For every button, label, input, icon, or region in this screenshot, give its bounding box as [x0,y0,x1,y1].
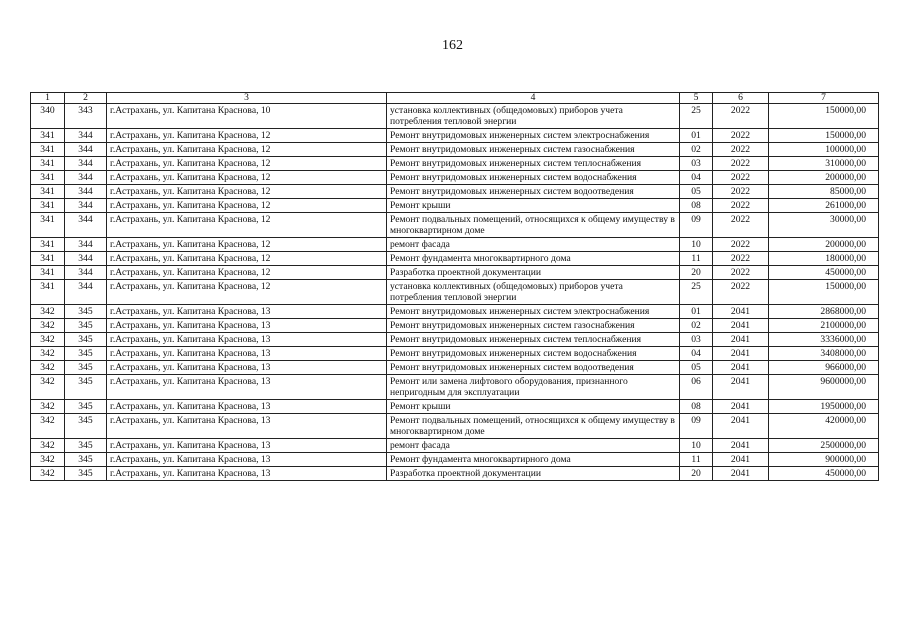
object-number-cell: 345 [65,305,107,319]
row-number-cell: 342 [31,400,65,414]
address-cell: г.Астрахань, ул. Капитана Краснова, 13 [107,361,387,375]
address-cell: г.Астрахань, ул. Капитана Краснова, 13 [107,347,387,361]
work-code-cell: 20 [680,266,713,280]
column-header: 5 [680,93,713,104]
object-number-cell: 344 [65,185,107,199]
object-number-cell: 344 [65,171,107,185]
address-cell: г.Астрахань, ул. Капитана Краснова, 12 [107,266,387,280]
cost-cell: 420000,00 [769,414,879,439]
row-number-cell: 342 [31,333,65,347]
cost-cell: 261000,00 [769,199,879,213]
work-type-cell: Ремонт внутридомовых инженерных систем водоснабжения [387,171,680,185]
year-cell: 2041 [713,439,769,453]
table-row [31,414,879,439]
row-number-cell: 341 [31,171,65,185]
work-type-cell: Ремонт внутридомовых инженерных систем водоотведения [387,185,680,199]
cost-cell: 85000,00 [769,185,879,199]
cost-cell: 3336000,00 [769,333,879,347]
row-number-cell: 341 [31,199,65,213]
table-row [31,400,879,414]
object-number-cell: 345 [65,467,107,481]
column-header: 6 [713,93,769,104]
table-row [31,157,879,171]
year-cell: 2041 [713,414,769,439]
address-cell: г.Астрахань, ул. Капитана Краснова, 13 [107,439,387,453]
year-cell: 2022 [713,143,769,157]
work-type-cell: Ремонт или замена лифтового оборудования, признанного непригодным для эксплуатации [387,375,680,400]
cost-cell: 1950000,00 [769,400,879,414]
year-cell: 2022 [713,171,769,185]
work-code-cell: 20 [680,467,713,481]
row-number-cell: 341 [31,213,65,238]
work-code-cell: 09 [680,414,713,439]
year-cell: 2022 [713,185,769,199]
work-type-cell: Ремонт внутридомовых инженерных систем теплоснабжения [387,333,680,347]
year-cell: 2041 [713,400,769,414]
work-type-cell: Ремонт внутридомовых инженерных систем газоснабжения [387,319,680,333]
object-number-cell: 344 [65,157,107,171]
row-number-cell: 342 [31,453,65,467]
year-cell: 2041 [713,375,769,400]
work-code-cell: 03 [680,333,713,347]
cost-cell: 310000,00 [769,157,879,171]
address-cell: г.Астрахань, ул. Капитана Краснова, 13 [107,305,387,319]
table-row [31,238,879,252]
year-cell: 2022 [713,252,769,266]
object-number-cell: 345 [65,333,107,347]
row-number-cell: 341 [31,129,65,143]
address-cell: г.Астрахань, ул. Капитана Краснова, 13 [107,414,387,439]
work-code-cell: 05 [680,361,713,375]
table-row [31,347,879,361]
work-type-cell: Ремонт внутридомовых инженерных систем электроснабжения [387,129,680,143]
work-type-cell: ремонт фасада [387,439,680,453]
cost-cell: 2868000,00 [769,305,879,319]
row-number-cell: 341 [31,266,65,280]
year-cell: 2041 [713,467,769,481]
work-type-cell: Ремонт фундамента многоквартирного дома [387,252,680,266]
cost-cell: 30000,00 [769,213,879,238]
work-type-cell: Ремонт внутридомовых инженерных систем теплоснабжения [387,157,680,171]
cost-cell: 9600000,00 [769,375,879,400]
object-number-cell: 345 [65,400,107,414]
year-cell: 2022 [713,280,769,305]
work-type-cell: установка коллективных (общедомовых) приборов учета потребления тепловой энергии [387,280,680,305]
work-type-cell: установка коллективных (общедомовых) приборов учета потребления тепловой энергии [387,104,680,129]
table-row [31,266,879,280]
row-number-cell: 342 [31,467,65,481]
work-code-cell: 01 [680,129,713,143]
address-cell: г.Астрахань, ул. Капитана Краснова, 13 [107,333,387,347]
object-number-cell: 345 [65,414,107,439]
row-number-cell: 340 [31,104,65,129]
work-type-cell: Ремонт подвальных помещений, относящихся к общему имуществу в многоквартирном доме [387,414,680,439]
table-row [31,213,879,238]
table-row [31,185,879,199]
work-code-cell: 02 [680,143,713,157]
work-code-cell: 08 [680,199,713,213]
row-number-cell: 341 [31,157,65,171]
work-type-cell: Ремонт внутридомовых инженерных систем водоснабжения [387,347,680,361]
work-type-cell: Ремонт крыши [387,199,680,213]
row-number-cell: 342 [31,414,65,439]
cost-cell: 150000,00 [769,104,879,129]
object-number-cell: 344 [65,238,107,252]
row-number-cell: 342 [31,347,65,361]
work-type-cell: Ремонт фундамента многоквартирного дома [387,453,680,467]
year-cell: 2022 [713,213,769,238]
table-row [31,129,879,143]
row-number-cell: 342 [31,439,65,453]
cost-cell: 450000,00 [769,266,879,280]
column-header: 3 [107,93,387,104]
table-row [31,280,879,305]
address-cell: г.Астрахань, ул. Капитана Краснова, 12 [107,280,387,305]
work-type-cell: Разработка проектной документации [387,266,680,280]
cost-cell: 966000,00 [769,361,879,375]
column-header: 2 [65,93,107,104]
address-cell: г.Астрахань, ул. Капитана Краснова, 13 [107,400,387,414]
work-code-cell: 03 [680,157,713,171]
address-cell: г.Астрахань, ул. Капитана Краснова, 13 [107,453,387,467]
table-row [31,199,879,213]
year-cell: 2041 [713,361,769,375]
table-row [31,143,879,157]
work-code-cell: 05 [680,185,713,199]
object-number-cell: 344 [65,143,107,157]
year-cell: 2022 [713,104,769,129]
work-code-cell: 11 [680,453,713,467]
year-cell: 2022 [713,129,769,143]
column-header: 4 [387,93,680,104]
object-number-cell: 345 [65,453,107,467]
object-number-cell: 345 [65,439,107,453]
work-code-cell: 01 [680,305,713,319]
object-number-cell: 344 [65,266,107,280]
year-cell: 2022 [713,199,769,213]
year-cell: 2041 [713,347,769,361]
cost-cell: 3408000,00 [769,347,879,361]
page-number: 162 [442,38,463,53]
object-number-cell: 343 [65,104,107,129]
cost-cell: 2500000,00 [769,439,879,453]
cost-cell: 450000,00 [769,467,879,481]
table-row [31,252,879,266]
work-code-cell: 04 [680,347,713,361]
address-cell: г.Астрахань, ул. Капитана Краснова, 12 [107,213,387,238]
work-code-cell: 04 [680,171,713,185]
year-cell: 2041 [713,319,769,333]
object-number-cell: 344 [65,280,107,305]
table-row [31,104,879,129]
cost-cell: 900000,00 [769,453,879,467]
cost-cell: 150000,00 [769,280,879,305]
address-cell: г.Астрахань, ул. Капитана Краснова, 12 [107,238,387,252]
work-type-cell: Ремонт внутридомовых инженерных систем газоснабжения [387,143,680,157]
address-cell: г.Астрахань, ул. Капитана Краснова, 12 [107,171,387,185]
address-cell: г.Астрахань, ул. Капитана Краснова, 12 [107,185,387,199]
year-cell: 2022 [713,266,769,280]
address-cell: г.Астрахань, ул. Капитана Краснова, 13 [107,319,387,333]
object-number-cell: 344 [65,199,107,213]
cost-cell: 150000,00 [769,129,879,143]
table-row [31,305,879,319]
object-number-cell: 345 [65,375,107,400]
column-header: 1 [31,93,65,104]
table-row [31,439,879,453]
cost-cell: 180000,00 [769,252,879,266]
cost-cell: 100000,00 [769,143,879,157]
repair-schedule-table [30,92,879,481]
row-number-cell: 341 [31,280,65,305]
table-row [31,453,879,467]
row-number-cell: 342 [31,361,65,375]
work-code-cell: 25 [680,280,713,305]
address-cell: г.Астрахань, ул. Капитана Краснова, 12 [107,129,387,143]
work-code-cell: 09 [680,213,713,238]
object-number-cell: 344 [65,213,107,238]
year-cell: 2041 [713,453,769,467]
work-code-cell: 10 [680,439,713,453]
row-number-cell: 342 [31,305,65,319]
header-row [31,93,879,104]
work-code-cell: 08 [680,400,713,414]
address-cell: г.Астрахань, ул. Капитана Краснова, 12 [107,143,387,157]
cost-cell: 2100000,00 [769,319,879,333]
row-number-cell: 341 [31,252,65,266]
table-row [31,333,879,347]
table-row [31,361,879,375]
row-number-cell: 341 [31,143,65,157]
address-cell: г.Астрахань, ул. Капитана Краснова, 13 [107,375,387,400]
work-type-cell: Ремонт крыши [387,400,680,414]
address-cell: г.Астрахань, ул. Капитана Краснова, 12 [107,199,387,213]
work-code-cell: 11 [680,252,713,266]
year-cell: 2022 [713,157,769,171]
table-row [31,375,879,400]
address-cell: г.Астрахань, ул. Капитана Краснова, 10 [107,104,387,129]
work-type-cell: Разработка проектной документации [387,467,680,481]
work-code-cell: 06 [680,375,713,400]
year-cell: 2041 [713,305,769,319]
table-row [31,319,879,333]
cost-cell: 200000,00 [769,171,879,185]
year-cell: 2041 [713,333,769,347]
year-cell: 2022 [713,238,769,252]
row-number-cell: 342 [31,319,65,333]
row-number-cell: 341 [31,185,65,199]
column-header: 7 [769,93,879,104]
row-number-cell: 341 [31,238,65,252]
object-number-cell: 344 [65,252,107,266]
address-cell: г.Астрахань, ул. Капитана Краснова, 12 [107,252,387,266]
row-number-cell: 342 [31,375,65,400]
work-type-cell: ремонт фасада [387,238,680,252]
table-row [31,467,879,481]
work-type-cell: Ремонт подвальных помещений, относящихся к общему имуществу в многоквартирном доме [387,213,680,238]
object-number-cell: 345 [65,347,107,361]
object-number-cell: 345 [65,319,107,333]
work-type-cell: Ремонт внутридомовых инженерных систем водоотведения [387,361,680,375]
work-code-cell: 25 [680,104,713,129]
work-type-cell: Ремонт внутридомовых инженерных систем электроснабжения [387,305,680,319]
work-code-cell: 10 [680,238,713,252]
object-number-cell: 344 [65,129,107,143]
object-number-cell: 345 [65,361,107,375]
work-code-cell: 02 [680,319,713,333]
table-row [31,171,879,185]
cost-cell: 200000,00 [769,238,879,252]
address-cell: г.Астрахань, ул. Капитана Краснова, 12 [107,157,387,171]
address-cell: г.Астрахань, ул. Капитана Краснова, 13 [107,467,387,481]
